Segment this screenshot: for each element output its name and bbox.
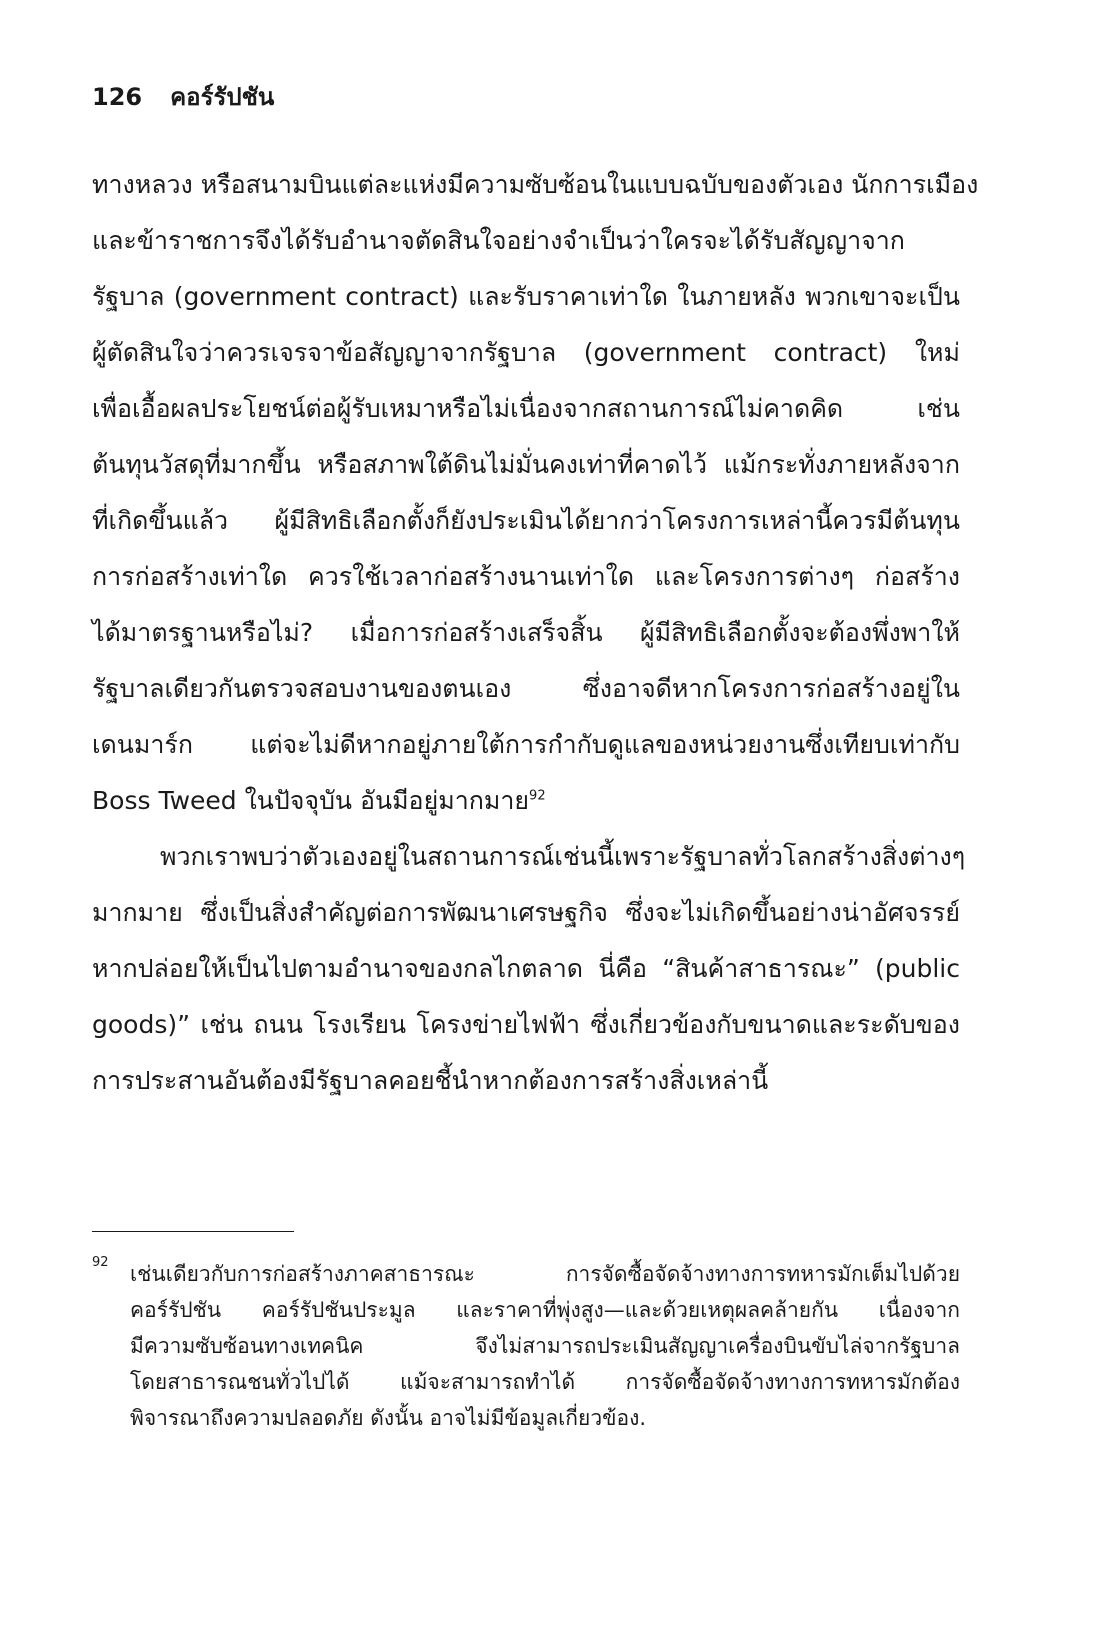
page-number: 126 — [92, 83, 143, 111]
body-line: ต้นทุนวัสดุที่มากขึ้น หรือสภาพใต้ดินไม่มั่นคงเท่าที่คาดไว้ แม้กระทั่งภายหลังจาก — [92, 450, 960, 479]
body-line: การประสานอันต้องมีรัฐบาลคอยชี้นำหากต้องการสร้างสิ่งเหล่านี้ — [92, 1066, 769, 1095]
body-line: เพื่อเอื้อผลประโยชน์ต่อผู้รับเหมาหรือไม่เนื่องจากสถานการณ์ไม่คาดคิด เช่น — [92, 394, 960, 423]
footnote-line: เช่นเดียวกับการก่อสร้างภาคสาธารณะ การจัดซื้อจัดจ้างทางการทหารมักเต็มไปด้วย — [130, 1262, 960, 1286]
body-line: หากปล่อยให้เป็นไปตามอำนาจของกลไกตลาด นี่คือ “สินค้าสาธารณะ” (public — [92, 954, 960, 983]
body-line-text: Boss Tweed ในปัจจุบัน อันมีอยู่มากมาย — [92, 786, 530, 815]
body-line: การก่อสร้างเท่าใด ควรใช้เวลาก่อสร้างนานเท่าใด และโครงการต่างๆ ก่อสร้าง — [92, 562, 960, 591]
footnote-reference[interactable]: 92 — [529, 788, 546, 804]
body-line: พวกเราพบว่าตัวเองอยู่ในสถานการณ์เช่นนี้เพราะรัฐบาลทั่วโลกสร้างสิ่งต่างๆ — [160, 842, 966, 871]
body-line: goods)” เช่น ถนน โรงเรียน โครงข่ายไฟฟ้า ซึ่งเกี่ยวข้องกับขนาดและระดับของ — [92, 1010, 960, 1039]
running-head — [92, 80, 274, 114]
body-line: ผู้ตัดสินใจว่าควรเจรจาข้อสัญญาจากรัฐบาล (government contract) ใหม่ — [92, 338, 960, 367]
footnote-divider — [92, 1231, 294, 1232]
running-title: คอร์รัปชัน — [170, 83, 275, 111]
body-line: ได้มาตรฐานหรือไม่? เมื่อการก่อสร้างเสร็จสิ้น ผู้มีสิทธิเลือกตั้งจะต้องพึ่งพาให้ — [92, 618, 960, 647]
footnote-line: คอร์รัปชัน คอร์รัปชันประมูล และราคาที่พุ่งสูง—และด้วยเหตุผลคล้ายกัน เนื่องจาก — [130, 1298, 960, 1322]
body-line: เดนมาร์ก แต่จะไม่ดีหากอยู่ภายใต้การกำกับดูแลของหน่วยงานซึ่งเทียบเท่ากับ — [92, 730, 960, 759]
footnote-line: โดยสาธารณชนทั่วไปได้ แม้จะสามารถทำได้ การจัดซื้อจัดจ้างทางการทหารมักต้อง — [130, 1370, 960, 1394]
footnote-line: มีความซับซ้อนทางเทคนิค จึงไม่สามารถประเมินสัญญาเครื่องบินขับไล่จากรัฐบาล — [130, 1334, 960, 1358]
body-line: ทางหลวง หรือสนามบินแต่ละแห่งมีความซับซ้อนในแบบฉบับของตัวเอง นักการเมือง — [92, 170, 979, 199]
body-line: รัฐบาลเดียวกันตรวจสอบงานของตนเอง ซึ่งอาจดีหากโครงการก่อสร้างอยู่ใน — [92, 674, 960, 703]
footnote-line: พิจารณาถึงความปลอดภัย ดังนั้น อาจไม่มีข้อมูลเกี่ยวข้อง. — [130, 1406, 647, 1430]
body-line: รัฐบาล (government contract) และรับราคาเท่าใด ในภายหลัง พวกเขาจะเป็น — [92, 282, 960, 311]
body-line: ที่เกิดขึ้นแล้ว ผู้มีสิทธิเลือกตั้งก็ยังประเมินได้ยากว่าโครงการเหล่านี้ควรมีต้นทุน — [92, 506, 960, 535]
body-line — [92, 781, 960, 821]
body-line: มากมาย ซึ่งเป็นสิ่งสำคัญต่อการพัฒนาเศรษฐกิจ ซึ่งจะไม่เกิดขึ้นอย่างน่าอัศจรรย์ — [92, 898, 960, 927]
body-line: และข้าราชการจึงได้รับอำนาจตัดสินใจอย่างจำเป็นว่าใครจะได้รับสัญญาจาก — [92, 226, 905, 255]
footnote-number: 92 — [92, 1255, 109, 1270]
